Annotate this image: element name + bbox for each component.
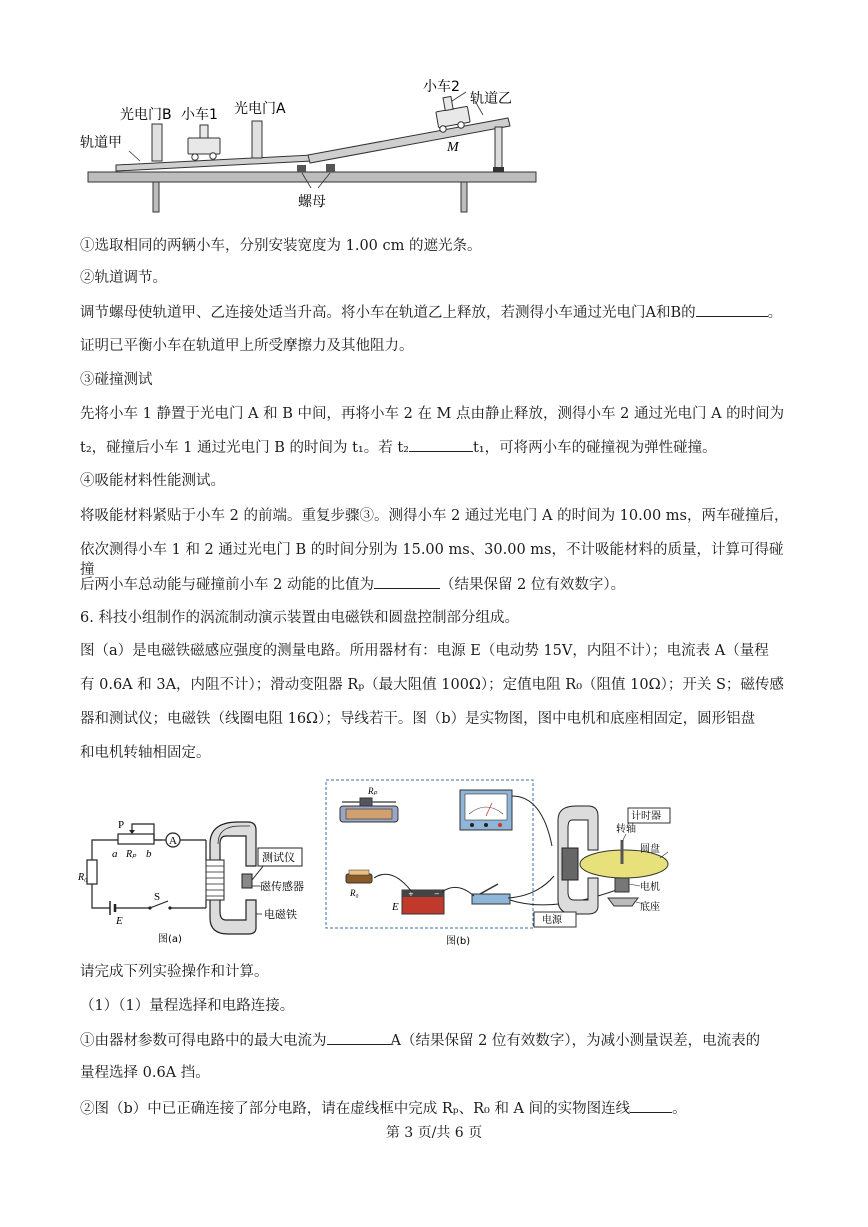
motor <box>615 878 629 892</box>
switch-device <box>472 894 510 904</box>
base-board <box>88 172 536 182</box>
label-b-end: b <box>146 848 152 860</box>
line-7 <box>80 437 792 458</box>
base <box>608 898 638 906</box>
label-car-2: 小车2 <box>423 79 460 95</box>
caption-b: 图(b) <box>446 936 471 947</box>
line-19 <box>80 1030 792 1051</box>
label-e: E <box>116 915 123 927</box>
circuit-figure-a <box>78 800 318 950</box>
line-16: 和电机转轴相固定。 <box>80 745 211 761</box>
label-car-1: 小车1 <box>181 107 218 123</box>
line-19-text: ①由器材参数可得电路中的最大电流为 <box>80 1033 327 1049</box>
nut-right <box>326 164 335 172</box>
label-ammeter: A <box>169 835 177 847</box>
line-18: （1）（1）量程选择和电路连接。 <box>80 998 295 1014</box>
line-11-text: 后两小车总动能与碰撞前小车 2 动能的比值为 <box>80 577 374 593</box>
line-1: ①选取相同的两辆小车，分别安装宽度为 1.00 cm 的遮光条。 <box>80 238 482 254</box>
right-leg <box>461 182 467 212</box>
track-b-support <box>495 127 502 169</box>
line-21-end: 。 <box>672 1101 687 1117</box>
label-sensor: 磁传感器 <box>260 880 304 893</box>
label-r0: R₀ <box>78 872 88 883</box>
label-r0-b: R₀ <box>350 888 359 898</box>
gate-a <box>252 121 262 158</box>
label-gate-a: 光电门A <box>234 101 286 117</box>
line-2: ②轨道调节。 <box>80 270 167 286</box>
label-shaft: 转轴 <box>616 824 636 835</box>
magnetic-sensor <box>242 874 252 888</box>
caption-a: 图(a) <box>158 934 182 945</box>
left-leg <box>153 182 159 212</box>
label-p: P <box>118 819 125 831</box>
line-17: 请完成下列实验操作和计算。 <box>80 964 269 980</box>
line-3-end: 。 <box>767 305 783 321</box>
line-21 <box>80 1098 792 1119</box>
label-disc: 圆盘 <box>640 844 660 855</box>
page-footer: 第 3 页/共 6 页 <box>385 1125 483 1141</box>
r0-device <box>346 874 372 883</box>
label-m: M <box>447 140 459 155</box>
line-3-text: 调节螺母使轨道甲、乙连接处适当升高。将小车在轨道乙上释放，若测得小车通过光电门A和B的 <box>80 305 696 321</box>
line-7-end: t₁，可将两小车的碰撞视为弹性碰撞。 <box>472 440 717 456</box>
resistor-r0 <box>87 860 97 884</box>
track-b <box>308 118 510 163</box>
label-track-a: 轨道甲 <box>80 135 122 151</box>
answer-blank-1[interactable] <box>696 302 768 317</box>
label-rp-b: Rₚ <box>368 786 378 796</box>
rheostat-rp <box>118 834 154 844</box>
line-7-text: t₂，碰撞后小车 1 通过光电门 B 的时间为 t₁。若 t₂ <box>80 440 409 456</box>
label-s: S <box>154 891 161 903</box>
apparatus-figure-b <box>322 776 672 950</box>
label-timer: 计时器 <box>631 811 661 822</box>
answer-blank-4[interactable] <box>327 1030 391 1045</box>
car-1 <box>188 138 220 154</box>
label-track-b: 轨道乙 <box>470 91 512 107</box>
line-4: 证明已平衡小车在轨道甲上所受摩擦力及其他阻力。 <box>80 338 414 354</box>
label-base: 底座 <box>640 902 660 913</box>
nut-left <box>297 165 306 172</box>
line-13: 图（a）是电磁铁磁感应强度的测量电路。所用器材有：电源 E（电动势 15V，内阻不计）；电流表 A（量程 <box>80 643 769 659</box>
svg-text:+: + <box>408 890 414 898</box>
answer-blank-3[interactable] <box>374 574 440 589</box>
line-3 <box>80 302 792 323</box>
line-11-end: （结果保留 2 位有效数字）。 <box>439 577 626 593</box>
line-10: 依次测得小车 1 和 2 通过光电门 B 的时间分别为 15.00 ms、30.00 ms，不计吸能材料的质量，计算可得碰撞 <box>80 542 784 578</box>
track-figure <box>80 75 550 220</box>
svg-text:−: − <box>434 890 440 898</box>
line-20: 量程选择 0.6A 挡。 <box>80 1065 210 1081</box>
label-gate-b: 光电门B <box>120 107 172 123</box>
gate-b <box>152 124 162 161</box>
answer-blank-5[interactable] <box>630 1098 672 1113</box>
label-power: 电源 <box>542 915 562 926</box>
answer-blank-2[interactable] <box>409 437 473 452</box>
label-a-end: a <box>112 848 118 860</box>
line-15: 器和测试仪；电磁铁（线圈电阻 16Ω）；导线若干。图（b）是实物图，图中电机和底座相固定，圆形铝盘 <box>80 711 756 727</box>
label-e-b: E <box>392 901 399 913</box>
line-8: ④吸能材料性能测试。 <box>80 473 225 489</box>
line-12: 6. 科技小组制作的涡流制动演示装置由电磁铁和圆盘控制部分组成。 <box>80 610 519 626</box>
line-6: 先将小车 1 静置于光电门 A 和 B 中间，再将小车 2 在 M 点由静止释放，测得小车 2 通过光电门 A 的时间为 <box>80 406 785 422</box>
label-nut: 螺母 <box>298 194 326 210</box>
line-21-text: ②图（b）中已正确连接了部分电路，请在虚线框中完成 Rₚ、R₀ 和 A 间的实物图连线 <box>80 1101 631 1117</box>
line-11 <box>80 574 792 595</box>
label-tester: 测试仪 <box>262 851 295 864</box>
line-19-end: A（结果保留 2 位有效数字），为减小测量误差，电流表的 <box>390 1033 761 1049</box>
label-rp: Rₚ <box>126 849 137 860</box>
line-5: ③碰撞测试 <box>80 372 153 388</box>
line-9: 将吸能材料紧贴于小车 2 的前端。重复步骤③。测得小车 2 通过光电门 A 的时间为 10.00 ms，两车碰撞后， <box>80 508 789 524</box>
line-14: 有 0.6A 和 3A，内阻不计）；滑动变阻器 Rₚ（最大阻值 100Ω）；定值电阻 R₀（阻值 10Ω）；开关 S；磁传感 <box>80 677 784 693</box>
label-motor: 电机 <box>640 882 660 893</box>
label-magnet: 电磁铁 <box>264 908 297 921</box>
